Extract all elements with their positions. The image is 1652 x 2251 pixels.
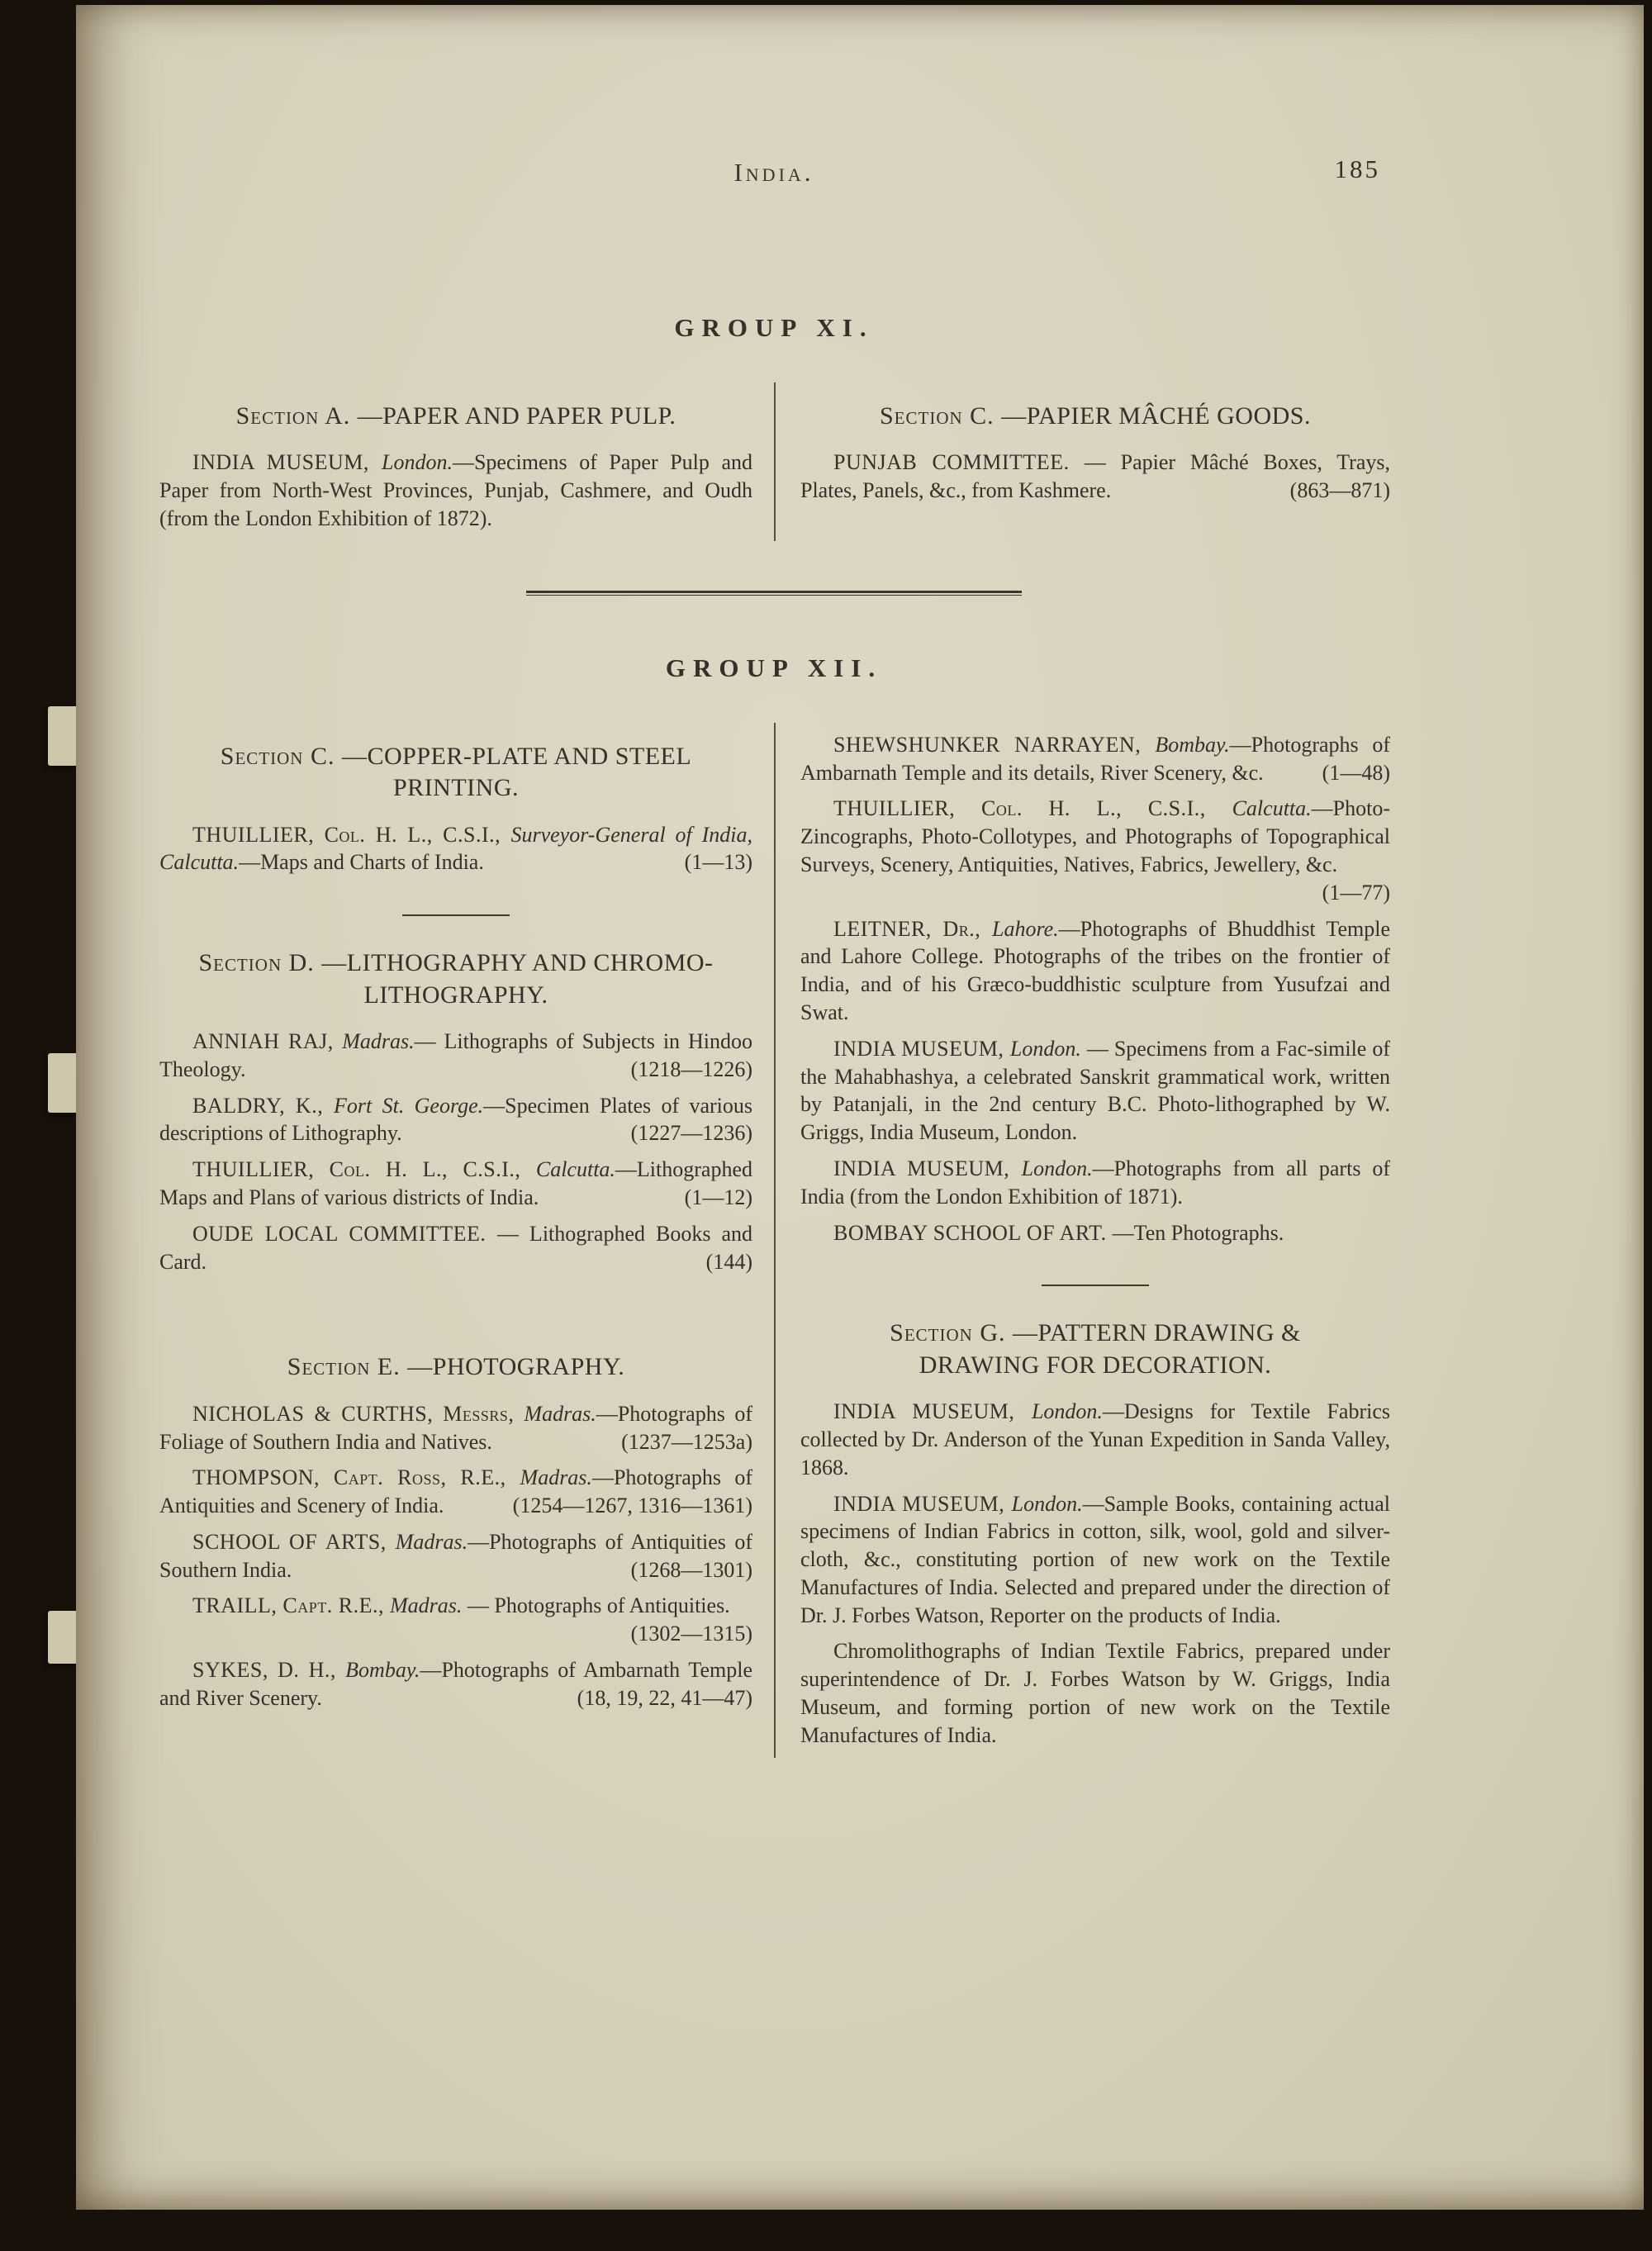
exhibitor-name: ANNIAH RAJ, [192, 1028, 343, 1053]
place-name: Surveyor-General of India, Calcutta. [159, 822, 752, 875]
running-head [154, 154, 1393, 197]
place-name: Madras. [342, 1028, 415, 1053]
section-label: Section C. [220, 742, 342, 770]
catalog-entry [159, 821, 752, 877]
section-label: Section G. [890, 1319, 1013, 1347]
catalog-number: (144) [705, 1249, 752, 1274]
page-number: 185 [1334, 154, 1380, 183]
exhibitor-name: SYKES, D. H., [192, 1658, 346, 1683]
exhibitor-name: THUILLIER, Col. H. L., C.S.I., [192, 822, 511, 847]
entry-text: — Lithographed Books and Card. [159, 1221, 752, 1274]
running-title: India. [733, 158, 814, 187]
catalog-entry [800, 731, 1390, 787]
place-name: Madras. [395, 1529, 468, 1554]
exhibitor-name: BALDRY, K., [192, 1093, 335, 1118]
catalog-entry [159, 1220, 752, 1276]
entry-text: — Lithographs of Subjects in Hindoo Theology. [159, 1028, 752, 1081]
place-name: Fort St. George. [334, 1093, 484, 1118]
column [154, 382, 774, 541]
catalog-number: (863—871) [1289, 478, 1390, 503]
catalog-entry [159, 1592, 752, 1648]
catalog-number: (1237—1253a) [621, 1429, 752, 1454]
catalog-entry [800, 795, 1390, 906]
entry-text: —Sample Books, containing actual specimens of Indian Fabrics in cotton, silk, wool, gold and silver-cloth, &c., constituting portion of new work on the Textile Manufactures of India. Selected and prepared under the direction of Dr. J. Forbes Watson, Reporter on the products of India. [800, 1491, 1390, 1627]
section-title: —PHOTOGRAPHY. [407, 1353, 625, 1381]
exhibitor-name: INDIA MUSEUM, [833, 1491, 1012, 1516]
entry-text: —Photographs of Antiquities and Scenery of India. [159, 1465, 752, 1518]
section-heading [188, 1351, 724, 1383]
page-content [154, 154, 1393, 1758]
exhibitor-name: PUNJAB COMMITTEE. [833, 450, 1085, 475]
group-columns [154, 723, 1393, 1758]
section-heading [188, 401, 724, 432]
exhibitor-name: TRAILL, Capt. R.E., [192, 1593, 390, 1618]
catalog-number: (1302—1315) [630, 1622, 752, 1646]
group-columns [154, 382, 1393, 541]
catalog-entry [800, 915, 1390, 1027]
catalog-number: (1254—1267, 1316—1361) [512, 1494, 752, 1518]
place-name: Madras. [520, 1465, 592, 1490]
section-divider [1042, 1285, 1149, 1286]
place-name: London. [1009, 1036, 1081, 1061]
exhibitor-name: THUILLIER, Col. H. L., C.S.I., [192, 1157, 536, 1182]
entry-text: — Papier Mâché Boxes, Trays, Plates, Panels, &c., from Kashmere. [800, 450, 1390, 503]
entry-text: —Photographs of Antiquities of Southern India. [159, 1529, 752, 1582]
exhibitor-name: NICHOLAS & CURTHS, Messrs, [192, 1401, 525, 1426]
exhibitor-name: BOMBAY SCHOOL OF ART. [833, 1220, 1113, 1245]
section-label: Section C. [880, 402, 1002, 430]
catalog-number: (1—12) [684, 1185, 752, 1209]
catalog-entry [800, 1219, 1390, 1247]
catalog-number: (18, 19, 22, 41—47) [577, 1685, 752, 1710]
catalog-entry [159, 1028, 752, 1084]
place-name: Bombay. [345, 1658, 420, 1683]
catalog-entry [159, 1400, 752, 1456]
catalog-entry [159, 449, 752, 532]
entry-text: —Photographs of Bhuddhist Temple and Lahore College. Photographs of the tribes on the frontier of India, and of his Græco-buddhistic sculpture from Yusufzai and Swat. [800, 916, 1390, 1024]
entry-text: —Designs for Textile Fabrics collected by Dr. Anderson of the Yunan Expedition in Sanda Valley, 1868. [800, 1399, 1390, 1479]
place-name: Lahore. [992, 916, 1059, 941]
catalog-entry [800, 1155, 1390, 1211]
entry-text: —Specimen Plates of various descriptions of Lithography. [159, 1093, 752, 1146]
entry-text: —Lithographed Maps and Plans of various districts of India. [159, 1157, 752, 1209]
place-name: London. [1031, 1399, 1103, 1424]
entry-text: —Photographs from all parts of India (from the London Exhibition of 1871). [800, 1156, 1390, 1209]
catalog-number: (1227—1236) [630, 1121, 752, 1146]
place-name: London. [382, 450, 453, 475]
catalog-entry [159, 1092, 752, 1148]
section-label: Section A. [235, 402, 358, 430]
catalog-entry [800, 1637, 1390, 1749]
group [154, 591, 1393, 1758]
section-title: —COPPER-PLATE AND STEEL PRINTING. [341, 742, 692, 802]
section-title: —PATTERN DRAWING & DRAWING FOR DECORATION. [919, 1319, 1301, 1379]
catalog-number: (1218—1226) [630, 1057, 752, 1081]
exhibitor-name: LEITNER, Dr., [833, 916, 993, 941]
group-title: GROUP XI. [674, 313, 874, 342]
entry-text: —Photographs of Foliage of Southern India and Natives. [159, 1401, 752, 1454]
exhibitor-name: INDIA MUSEUM, [833, 1036, 1010, 1061]
paper [76, 5, 1644, 2210]
entry-text: —Specimens of Paper Pulp and Paper from North-West Provinces, Punjab, Cashmere, and Oudh (from the London Exhibition of 1872). [159, 450, 752, 530]
catalog-entry [800, 449, 1390, 505]
column [774, 723, 1393, 1758]
exhibitor-name: THUILLIER, Col. H. L., C.S.I., [833, 796, 1232, 821]
catalog-number: (1—48) [1322, 760, 1390, 785]
column [154, 723, 774, 1758]
catalog-entry [159, 1464, 752, 1520]
section-heading [188, 741, 724, 805]
entry-text: —Maps and Charts of India. [239, 850, 484, 875]
section-divider [402, 914, 510, 916]
entry-text: — Specimens from a Fac-simile of the Mahabhashya, a celebrated Sanskrit grammatical work, written by Patanjali, in the 2nd century B.C. Photo-lithographed by W. Griggs, India Museum, London. [800, 1036, 1390, 1145]
catalog-number: (1268—1301) [630, 1557, 752, 1582]
entry-text: — Photographs of Antiquities. [462, 1593, 730, 1618]
column [774, 382, 1393, 541]
section-heading [828, 1318, 1362, 1381]
catalog-groups [154, 313, 1393, 1758]
catalog-entry [159, 1656, 752, 1712]
entry-text: —Photo-Zincographs, Photo-Collotypes, and Photographs of Topographical Surveys, Scenery, Antiquities, Natives, Fabrics, Jewellery, &c. [800, 796, 1390, 876]
catalog-entry [800, 1490, 1390, 1630]
section-title: —LITHOGRAPHY AND CHROMO-LITHOGRAPHY. [321, 949, 714, 1009]
exhibitor-name: INDIA MUSEUM, [192, 450, 382, 475]
section-heading [828, 401, 1362, 432]
section-title: —PAPIER MÂCHÉ GOODS. [1001, 402, 1311, 430]
place-name: Calcutta. [1232, 796, 1312, 821]
exhibitor-name: INDIA MUSEUM, [833, 1156, 1022, 1180]
section-heading [188, 947, 724, 1011]
place-name: London. [1011, 1491, 1083, 1516]
section-label: Section D. [198, 949, 322, 977]
catalog-number: (1—13) [684, 850, 752, 875]
entry-text: Chromolithographs of Indian Textile Fabrics, prepared under superintendence of Dr. J. Forbes Watson by W. Griggs, India Museum, and forming portion of new work on the Textile Manufactures of India. [800, 1639, 1390, 1747]
place-name: Madras. [524, 1401, 596, 1426]
group [154, 313, 1393, 541]
catalog-entry [800, 1035, 1390, 1147]
place-name: Bombay. [1155, 732, 1230, 757]
section-label: Section E. [287, 1353, 408, 1381]
group-title: GROUP XII. [665, 653, 883, 682]
entry-text: —Photographs of Ambarnath Temple and River Scenery. [159, 1658, 752, 1710]
entry-text: —Photographs of Ambarnath Temple and its details, River Scenery, &c. [800, 732, 1390, 785]
catalog-entry [159, 1528, 752, 1584]
entry-text: —Ten Photographs. [1112, 1220, 1284, 1245]
catalog-entry [800, 1398, 1390, 1481]
exhibitor-name: OUDE LOCAL COMMITTEE. [192, 1221, 497, 1246]
exhibitor-name: INDIA MUSEUM, [833, 1399, 1032, 1424]
place-name: Madras. [390, 1593, 463, 1618]
group-divider [526, 591, 1022, 596]
catalog-entry [159, 1156, 752, 1212]
section-title: —PAPER AND PAPER PULP. [357, 402, 676, 430]
place-name: Calcutta. [535, 1157, 615, 1182]
exhibitor-name: SHEWSHUNKER NARRAYEN, [833, 732, 1156, 757]
place-name: London. [1021, 1156, 1093, 1180]
exhibitor-name: THOMPSON, Capt. Ross, R.E., [192, 1465, 520, 1490]
exhibitor-name: SCHOOL OF ARTS, [192, 1529, 396, 1554]
catalog-number: (1—77) [1322, 880, 1390, 905]
